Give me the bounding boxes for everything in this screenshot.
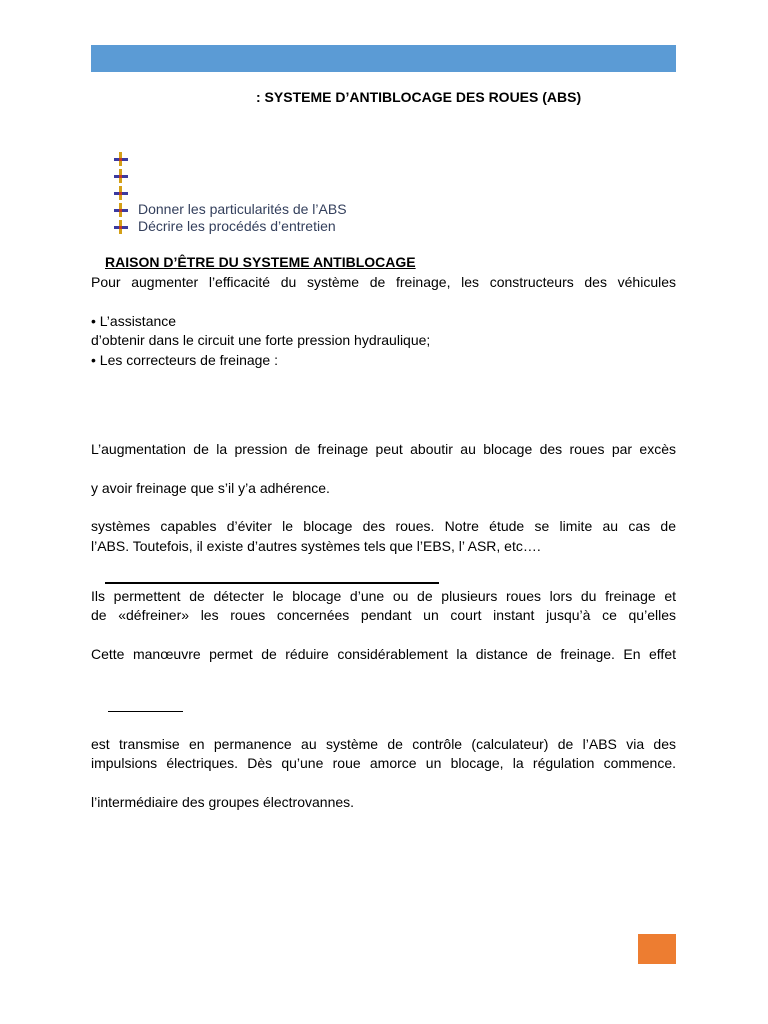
- paragraph-detecter-line2: de «défreiner» les roues concernées pendant un court instant jusqu’à ce qu’elles: [91, 607, 676, 623]
- bullet-correcteurs: • Les correcteurs de freinage :: [91, 352, 278, 368]
- paragraph-transmise-line1: est transmise en permanence au système de contrôle (calculateur) de l’ABS via des: [91, 736, 676, 752]
- objective-text: Donner les particularités de l’ABS: [138, 201, 347, 217]
- paragraph-systemes-line1: systèmes capables d’éviter le blocage des roues. Notre étude se limite au cas de: [91, 518, 676, 534]
- page-title: : SYSTEME D’ANTIBLOCAGE DES ROUES (ABS): [256, 89, 582, 105]
- list-item: [114, 201, 514, 218]
- paragraph-systemes-line2: l’ABS. Toutefois, il existe d’autres systèmes tels que l’EBS, l’ ASR, etc….: [91, 538, 541, 554]
- bullet-assistance: • L’assistance: [91, 313, 177, 329]
- list-item: [114, 218, 514, 235]
- subheading-underline: [108, 711, 183, 712]
- bullet-cross-icon: [114, 203, 128, 217]
- bullet-cross-icon: [114, 152, 128, 166]
- paragraph-efficacite: Pour augmenter l’efficacité du système de freinage, les constructeurs des véhicules: [91, 274, 676, 290]
- section-title: RAISON D’ÊTRE DU SYSTEME ANTIBLOCAGE: [105, 254, 416, 270]
- objective-text: Décrire les procédés d’entretien: [138, 218, 336, 234]
- paragraph-manoeuvre: Cette manœuvre permet de réduire considérablement la distance de freinage. En effet: [91, 646, 676, 662]
- paragraph-transmise-line2: impulsions électriques. Dès qu’une roue amorce un blocage, la régulation commence.: [91, 755, 676, 771]
- page-number-box: [638, 934, 676, 964]
- heading-underline: [105, 582, 439, 584]
- bullet-cross-icon: [114, 220, 128, 234]
- paragraph-detecter-line1: Ils permettent de détecter le blocage d’une ou de plusieurs roues lors du freinage et: [91, 588, 676, 604]
- bullet-cross-icon: [114, 169, 128, 183]
- objectives-list: [114, 150, 514, 235]
- list-item: [114, 184, 514, 201]
- paragraph-adherence: y avoir freinage que s’il y’a adhérence.: [91, 480, 330, 496]
- line-pression-hydraulique: d’obtenir dans le circuit une forte pression hydraulique;: [91, 332, 431, 348]
- list-item: [114, 167, 514, 184]
- paragraph-augmentation: L’augmentation de la pression de freinage peut aboutir au blocage des roues par excès: [91, 441, 676, 457]
- header-bar: [91, 45, 676, 72]
- list-item: [114, 150, 514, 167]
- paragraph-electrovannes: l’intermédiaire des groupes électrovannes.: [91, 794, 355, 810]
- bullet-cross-icon: [114, 186, 128, 200]
